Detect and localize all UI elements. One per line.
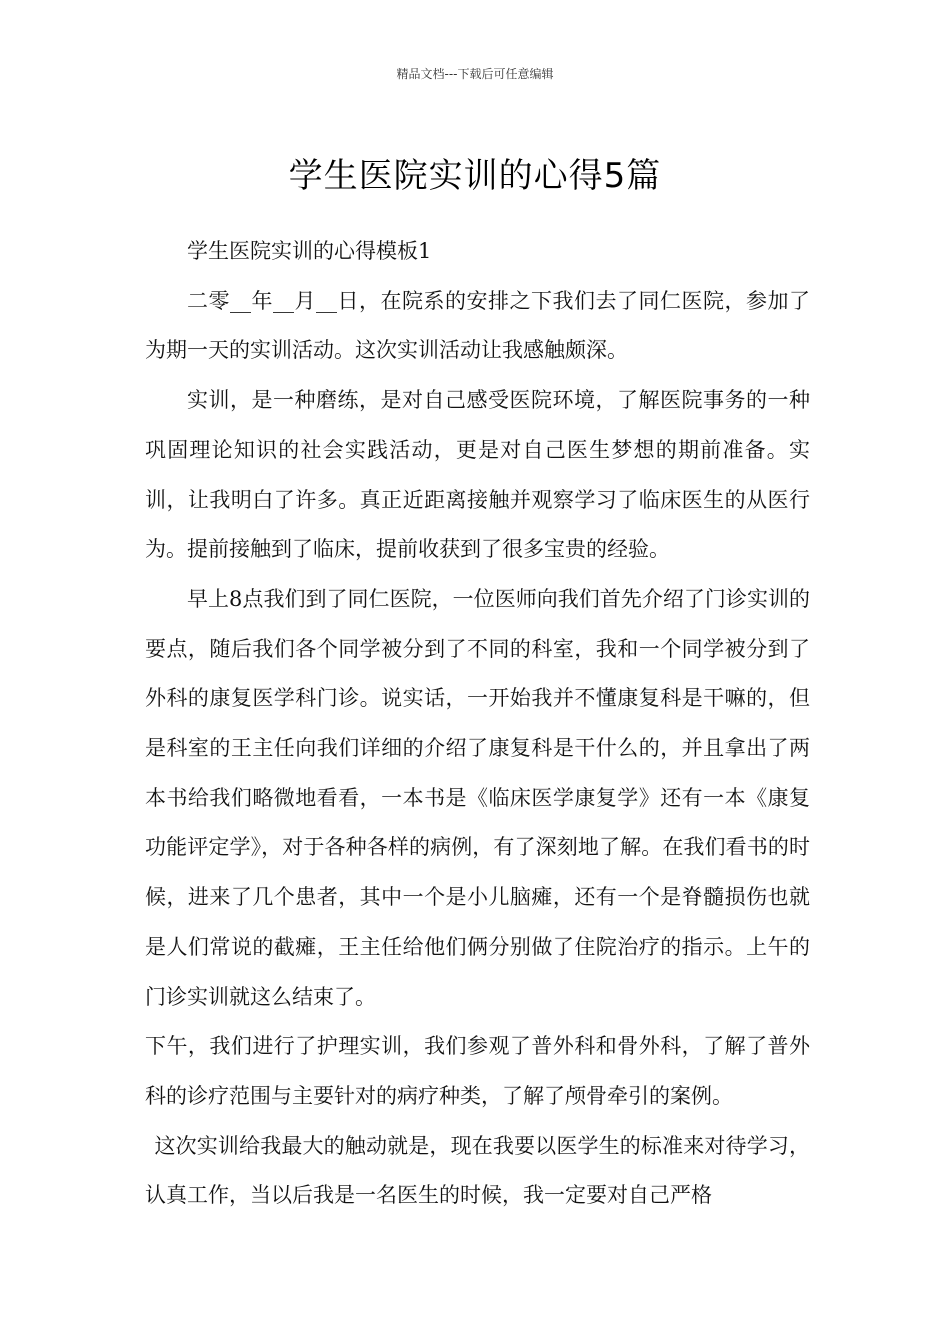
- document-body: [145, 227, 810, 1221]
- paragraph-afternoon: 下午，我们进行了护理实训，我们参观了普外科和骨外科，了解了普外科的诊疗范围与主要针对的病疗种类，了解了颅骨牵引的案例。: [145, 1034, 810, 1108]
- paragraph-reflection: 这次实训给我最大的触动就是，现在我要以医学生的标准来对待学习，认真工作，当以后我是一名医生的时候，我一定要对自己严格: [145, 1133, 810, 1208]
- paragraph-morning: 早上8点我们到了同仁医院，一位医师向我们首先介绍了门诊实训的要点，随后我们各个同学被分到了不同的科室，我和一个同学被分到了外科的康复医学科门诊。说实话，一开始我并不懂康复科是干嘛的，但是科室的王主任向我们详细的介绍了康复科是干什么的，并且拿出了两本书给我们略微地看看，一本书是《临床医学康复学》还有一本《康复功能评定学》，对于各种各样的病例，有了深刻地了解。在我们看书的时候，进来了几个患者，其中一个是小儿脑瘫，还有一个是脊髓损伤也就是人们常说的截瘫，王主任给他们俩分别做了住院治疗的指示。上午的门诊实训就这么结束了。: [145, 586, 810, 1009]
- document-title: 学生医院实训的心得5篇: [288, 155, 662, 196]
- section-heading: 学生医院实训的心得模板1: [187, 239, 432, 263]
- paragraph-intro: 二零__年__月__日，在院系的安排之下我们去了同仁医院，参加了为期一天的实训活动。这次实训活动让我感触颇深。: [145, 288, 810, 363]
- paragraph-training-meaning: 实训，是一种磨练，是对自己感受医院环境，了解医院事务的一种巩固理论知识的社会实践活动，更是对自己医生梦想的期前准备。实训，让我明白了许多。真正近距离接触并观察学习了临床医生的从医行为。提前接触到了临床，提前收获到了很多宝贵的经验。: [145, 388, 810, 562]
- header-note: 精品文档---下载后可任意编辑: [396, 67, 554, 81]
